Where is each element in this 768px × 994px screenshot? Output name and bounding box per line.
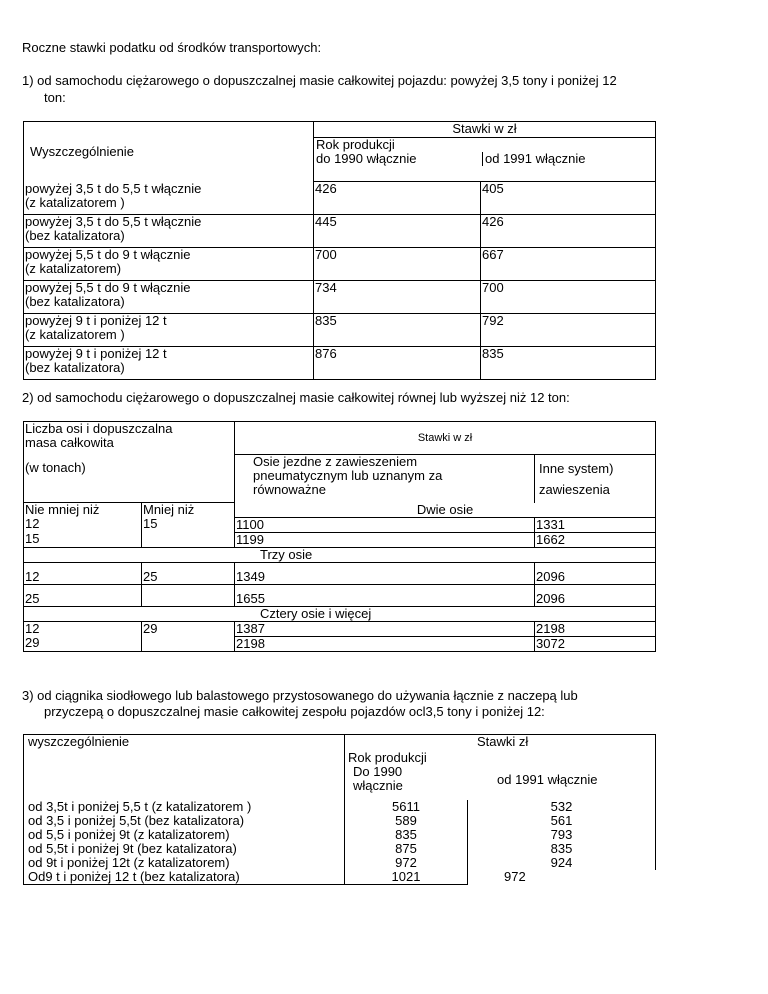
s1-stawki: Stawki w zł	[314, 122, 655, 138]
s2-group-three: Trzy osie	[24, 547, 656, 562]
s3-rok: Rok produkcji	[348, 750, 427, 765]
s2-other1: Inne system)	[539, 461, 614, 476]
table-row: Od9 t i poniżej 12 t (bez katalizatora) 1021 972	[24, 870, 656, 885]
section3-heading-cont: przyczepą o dopuszczalnej masie całkowitej zespołu pojazdów ocl3,5 tony i poniżej 12:	[44, 704, 545, 719]
s1-label-header: Wyszczególnienie	[24, 122, 314, 182]
s3-stawki: Stawki zł	[477, 734, 529, 749]
s2-stawki: Stawki w zł	[235, 422, 656, 455]
s2-h-l1: Liczba osi i dopuszczalna	[25, 421, 173, 436]
s2-group-four: Cztery osie i więcej	[24, 606, 656, 621]
section2-table: Liczba osi i dopuszczalna masa całkowita Stawki w zł (w tonach) Osie jezdne z zawieszeniem pneumatycznym lub uznanym za równoważne Inne system) zawieszenia Nie mniej niż Mniej niż Dwie osie 12 15 1100 1331 15 1199 1662 Trzy osie 12 25 1349 2096 25 1655 2096 Cztery osie i więcej 12 29 1387 2198 29 2198 3072	[23, 421, 656, 652]
table-row: 15 1199 1662	[24, 532, 656, 547]
section1-table	[23, 121, 656, 380]
s2-max: Mniej niż	[142, 503, 235, 518]
s2-h-l2: masa całkowita	[25, 435, 114, 450]
table-row: 25 1655 2096	[24, 584, 656, 606]
table-row: 12 15 1100 1331	[24, 517, 656, 532]
table-row: powyżej 9 t i poniżej 12 t (bez katalizatora) 876 835	[24, 347, 656, 380]
s1-col-b: od 1991 włącznie	[482, 152, 655, 166]
table-row: od 3,5 i poniżej 5,5t (bez katalizatora) 589 561	[24, 814, 656, 828]
table-row: od 9t i poniżej 12t (z katalizatorem) 972 924	[24, 856, 656, 870]
s2-h-l3: (w tonach)	[24, 455, 235, 503]
table-row: powyżej 3,5 t do 5,5 t włącznie (z katalizatorem ) 426 405	[24, 182, 656, 215]
table-row: od 5,5 i poniżej 9t (z katalizatorem) 835 793	[24, 828, 656, 842]
section1-heading-cont: ton:	[44, 90, 66, 105]
page-title: Roczne stawki podatku od środków transportowych:	[22, 40, 322, 55]
s3-od1991: od 1991 włącznie	[497, 772, 598, 787]
table-row: od 3,5t i poniżej 5,5 t (z katalizatorem ) 5611 532	[24, 800, 656, 814]
s2-min: Nie mniej niż	[24, 503, 142, 518]
section3-table: wyszczególnienie Stawki zł Rok produkcji Do 1990 włącznie od 1991 włącznie od 3,5t i poniżej 5,5 t (z katalizatorem ) 5611 532 od 3,5 i poniżej 5,5t (bez katalizatora) 589 561 od 5,5 i poniżej 9t (z katalizatorem) 835 793 od 5,5t i poniżej 9t (bez katalizatora) 875 835 od 9t i poniżej 12t (z katalizatorem) 972 924 Od9 t i poniżej 12 t (bez katalizatora) 1021 972	[23, 734, 656, 885]
section3-heading: 3) od ciągnika siodłowego lub balastowego przystosowanego do używania łącznie z naczepą lub	[22, 688, 578, 703]
table-row: powyżej 5,5 t do 9 t włącznie (bez katalizatora) 734 700	[24, 281, 656, 314]
table-row: 12 29 1387 2198	[24, 621, 656, 636]
table-row: powyżej 9 t i poniżej 12 t (z katalizatorem ) 835 792	[24, 314, 656, 347]
s2-susp1: Osie jezdne z zawieszeniem	[253, 454, 418, 469]
table-row: powyżej 5,5 t do 9 t włącznie (z katalizatorem) 700 667	[24, 248, 656, 281]
section1-heading: 1) od samochodu ciężarowego o dopuszczalnej masie całkowitej pojazdu: powyżej 3,5 tony i poniżej 12	[22, 73, 617, 88]
s2-other2: zawieszenia	[539, 482, 610, 497]
s2-group-two: Dwie osie	[235, 503, 656, 518]
s1-rok: Rok produkcji	[316, 137, 395, 152]
table-row: 12 25 1349 2096	[24, 562, 656, 584]
table-row: powyżej 3,5 t do 5,5 t włącznie (bez katalizatora) 445 426	[24, 215, 656, 248]
table-row: od 5,5t i poniżej 9t (bez katalizatora) 875 835	[24, 842, 656, 856]
s3-label-header: wyszczególnienie	[24, 735, 345, 800]
table-row: 29 2198 3072	[24, 636, 656, 651]
s1-col-a: do 1990 włącznie	[316, 151, 417, 166]
section2-heading: 2) od samochodu ciężarowego o dopuszczalnej masie całkowitej równej lub wyższej niż 12 ton:	[22, 390, 570, 405]
